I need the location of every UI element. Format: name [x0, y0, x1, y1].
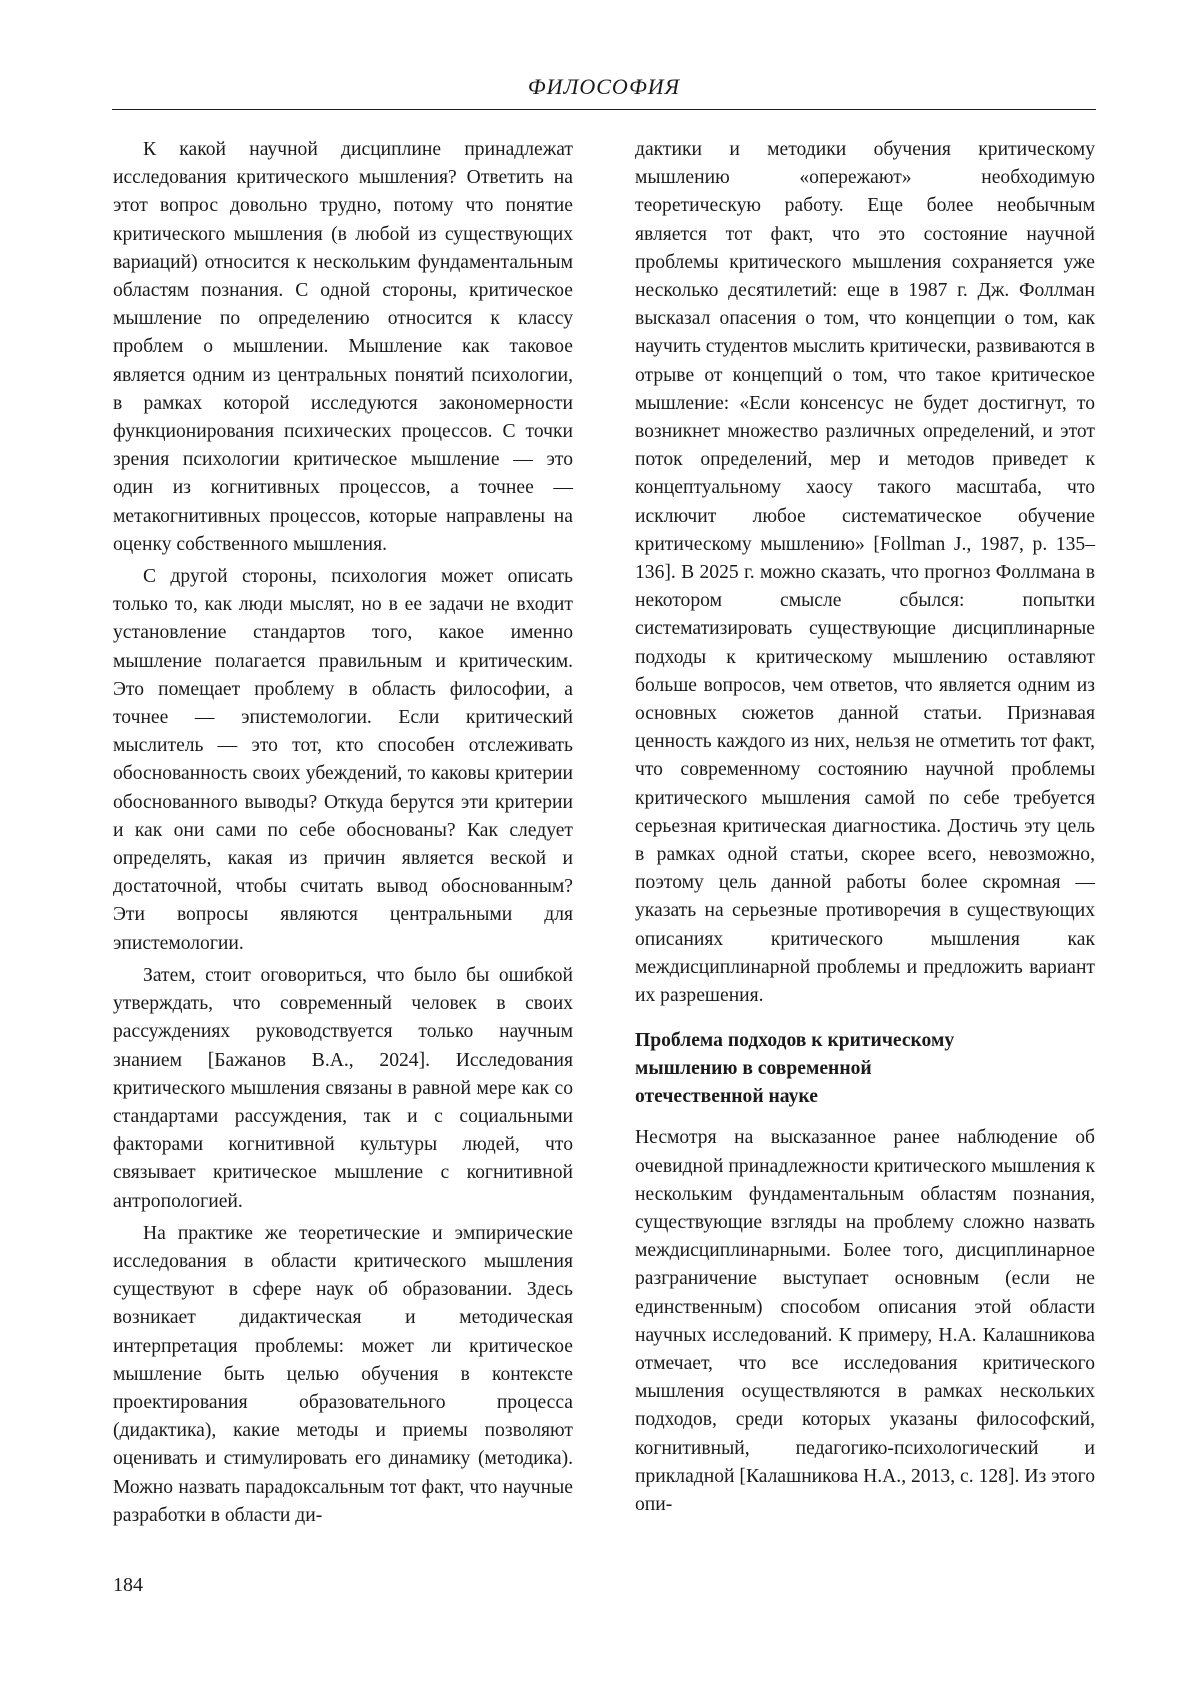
header-rule: [112, 109, 1096, 110]
body-paragraph: К какой научной дисциплине принадлежат исследования критического мышления? Ответить на этот вопрос довольно трудно, потому что понятие критического мышления (в любой из существующих вариаций) относится к нескольким фундаментальным областям познания. С одной стороны, критическое мышление по определению относится к классу проблем о мышлении. Мышление как таковое является одним из центральных понятий психологии, в рамках которой исследуются закономерности функционирования психических процессов. С точки зрения психологии критическое мышление — это один из когнитивных процессов, а точнее — метакогнитивных процессов, которые направлены на оценку собственного мышления.: [113, 139, 573, 555]
section-heading-line: отечественной науке: [635, 1086, 818, 1108]
running-title: ФИЛОСОФИЯ: [527, 74, 681, 99]
body-paragraph: Затем, стоит оговориться, что было бы ошибкой утверждать, что современный человек в своих рассуждениях руководствуется только научным знанием [Бажанов В.А., 2024]. Исследования критического мышления связаны в равной мере как со стандартами рассуждения, так и с социальными факторами когнитивной культуры людей, что связывает критическое мышление с когнитивной антропологией.: [113, 964, 573, 1212]
section-heading-line: Проблема подходов к критическому: [635, 1030, 955, 1052]
section-heading: [635, 1027, 1095, 1111]
page-number: 184: [113, 1574, 143, 1596]
section-heading-line: мышлению в современной: [635, 1058, 872, 1080]
left-column: [113, 136, 573, 1530]
body-paragraph-continued: дактики и методики обучения критическому мышлению «опережают» необходимую теоретическую работу. Еще более необычным является тот факт, что это состояние научной проблемы критического мышления сохраняется уже несколько десятилетий: еще в 1987 г. Дж. Фоллман высказал опасения о том, что концепции о том, как научить студентов мыслить критически, развиваются в отрыве от концепций о том, что такое критическое мышление: «Если консенсус не будет достигнут, то возникнет множество различных определений, и этот поток определений, мер и методов приведет к концептуальному хаосу такого масштаба, что исключит любое систематическое обучение критическому мышлению» [Follman J., 1987, p. 135–136]. В 2025 г. можно сказать, что прогноз Фоллмана в некотором смысле сбылся: попытки систематизировать существующие дисциплинарные подходы к критическому мышлению оставляют больше вопросов, чем ответов, что является одним из основных сюжетов данной статьи. Признавая ценность каждого из них, нельзя не отметить тот факт, что современному состоянию научной проблемы критического мышления самой по себе требуется серьезная критическая диагностика. Достичь эту цель в рамках одной статьи, скорее всего, невозможно, поэтому цель данной работы более скромная — указать на серьезные противоречия в существующих описаниях критического мышления как междисциплинарной проблемы и предложить вариант их разрешения.: [635, 139, 1095, 1007]
right-column: [635, 136, 1095, 1519]
body-paragraph: На практике же теоретические и эмпирические исследования в области критического мышления существуют в сфере наук об образовании. Здесь возникает дидактическая и методическая интерпретация проблемы: может ли критическое мышление быть целью обучения в контексте проектирования образовательного процесса (дидактика), какие методы и приемы позволяют оценивать и стимулировать его динамику (методика). Можно назвать парадоксальным тот факт, что научные разработки в области ди-: [113, 1222, 573, 1526]
body-paragraph: Несмотря на высказанное ранее наблюдение об очевидной принадлежности критического мышления к нескольким фундаментальным областям познания, существующие взгляды на проблему сложно назвать междисциплинарными. Более того, дисциплинарное разграничение выступает основным (если не единственным) способом описания этой области научных исследований. К примеру, Н.А. Калашникова отмечает, что все исследования критического мышления осуществляются в рамках нескольких подходов, среди которых указаны философский, когнитивный, педагогико-психологический и прикладной [Калашникова Н.А., 2013, с. 128]. Из этого опи-: [635, 1127, 1095, 1515]
body-paragraph: С другой стороны, психология может описать только то, как люди мыслят, но в ее задачи не входит установление стандартов того, какое именно мышление полагается правильным и критическим. Это помещает проблему в область философии, а точнее — эпистемологии. Если критический мыслитель — это тот, кто способен отслеживать обоснованность своих убеждений, то каковы критерии обоснованного выводы? Откуда берутся эти критерии и как они сами по себе обоснованы? Как следует определять, какая из причин является веской и достаточной, чтобы считать вывод обоснованным? Эти вопросы являются центральными для эпистемологии.: [113, 566, 573, 954]
